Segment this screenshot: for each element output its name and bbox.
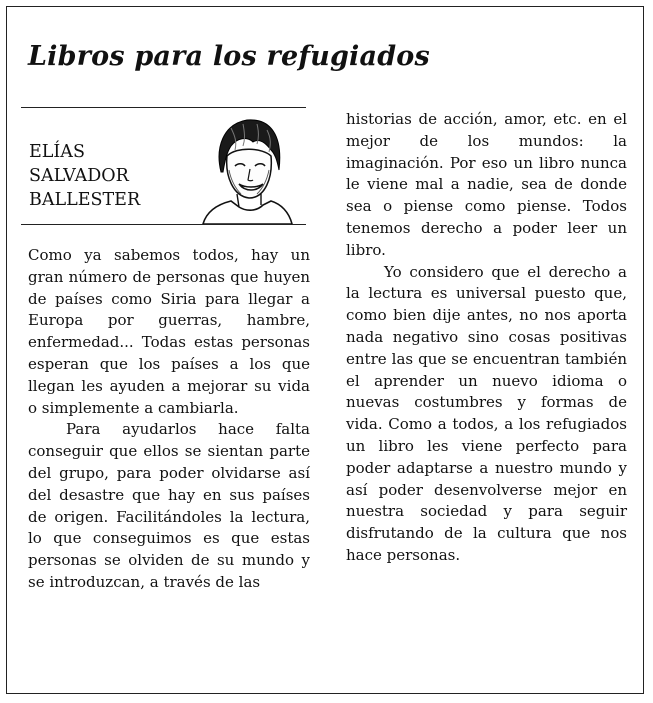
author-byline — [21, 107, 306, 225]
article-paragraph-4: Yo considero que el derecho a la lectura es universal puesto que, como bien dije antes, no nos aporta nada negativo sino cosas positivas entre las que se encuentran también el aprender un nuevo idioma o nuevas costumbres y formas de vida. Como a todos, a los refugiados un libro les viene perfecto para poder adaptarse a nuestro mundo y así poder desenvolverse mejor en nuestra sociedad y para seguir disfrutando de la cultura que nos hace personas. — [346, 262, 627, 564]
article-column-right — [346, 109, 627, 567]
article-paragraph-2: Para ayudarlos hace falta conseguir que ellos se sientan parte del grupo, para poder olvidarse así del desastre que hay en sus países de origen. Facilitándoles la lectura, lo que conseguimos es que estas personas se olviden de su mundo y se introduzcan, a través de las — [28, 420, 310, 591]
author-name-line-2: SALVADOR — [29, 166, 129, 186]
author-portrait — [201, 114, 293, 224]
article-page — [6, 6, 644, 694]
article-paragraph-3: historias de acción, amor, etc. en el mejor de los mundos: la imaginación. Por eso un libro nunca le viene mal a nadie, sea de donde sea o piense como piense. Todos tenemos derecho a poder leer un libro. — [346, 110, 627, 259]
author-name-line-3: BALLESTER — [29, 190, 141, 210]
article-paragraph-1: Como ya sabemos todos, hay un gran número de personas que huyen de países como Siria para llegar a Europa por guerras, hambre, enfermedad... Todas estas personas esperan que los países a los que llegan les ayuden a mejorar su vida o simplemente a cambiarla. — [28, 246, 310, 417]
article-title: Libros para los refugiados — [28, 41, 430, 72]
author-name — [29, 140, 140, 212]
portrait-shoulders — [203, 201, 292, 224]
author-name-line-1: ELÍAS — [29, 142, 85, 162]
article-column-left — [28, 245, 310, 594]
